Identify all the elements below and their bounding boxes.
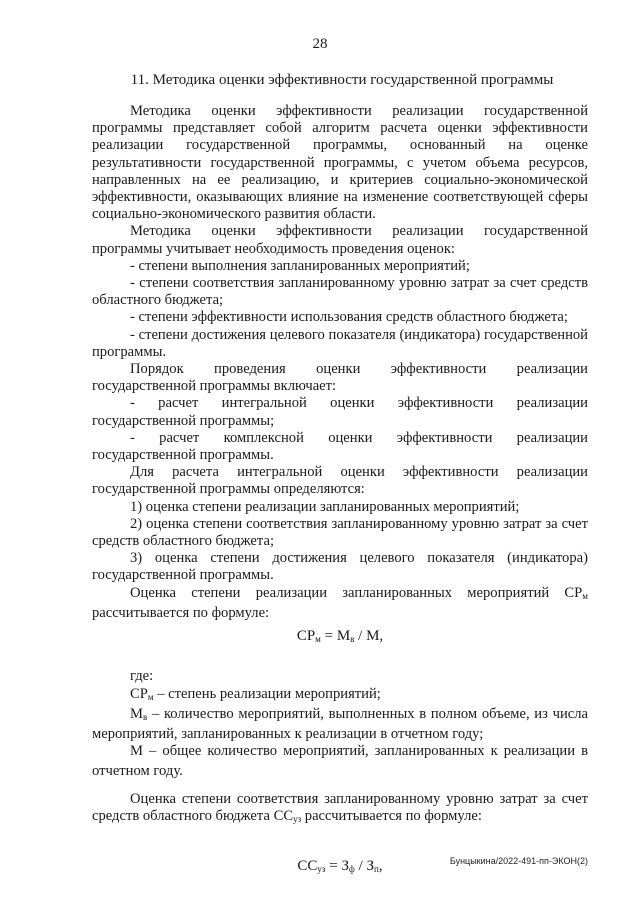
definition: $СР_м$ – степень реализации мероприятий; [130,685,381,702]
formula-intro: Оценка степени реализации запланированных мероприятий $СР_м$ рассчитывается по формуле: [92,584,588,621]
paragraph: Методика оценки эффективности реализации государственной программы представляет собой алгоритм расчета оценки эффективности реализации государственной программы, основанный на оценке результативности государственной программы, с учетом объема ресурсов, направленных на ее реализацию, и критериев социально-экономической эффективности, оказывающих влияние на изменение соответствующей сферы социально-экономического развития области. [92,103,588,223]
list-item: 1) оценка степени реализации запланированных мероприятий; [130,498,520,515]
list-item: - расчет комплексной оценки эффективности реализации государственной программы. [92,429,588,464]
document-body [92,103,588,882]
paragraph: Порядок проведения оценки эффективности реализации государственной программы включает: [92,361,588,395]
list-item: - степени эффективности использования средств областного бюджета; [130,309,568,326]
paragraph: Для расчета интегральной оценки эффективности реализации государственной программы определяются: [92,464,588,498]
section-title: 11. Методика оценки эффективности государственной программы [130,72,554,88]
page-number: 28 [312,36,328,52]
where-label: где: [130,668,154,685]
definition: $М_в$ – количество мероприятий, выполненных в полном объеме, из числа мероприятий, запланированных к реализации в отчетном году; [92,705,588,742]
formula-ss: $СС_{уз} = З_ф / З_п$, [297,857,383,874]
list-item: - расчет интегральной оценки эффективности реализации государственной программы; [92,395,588,429]
list-item: - степени выполнения запланированных мероприятий; [130,257,470,274]
paragraph: Методика оценки эффективности реализации государственной программы учитывает необходимость проведения оценок: [92,223,588,257]
document-code: Бунцыкина/2022-491-пп-ЭКОН(2) [449,856,588,866]
definition: М – общее количество мероприятий, запланированных к реализации в отчетном году. [92,743,588,780]
list-item: - степени соответствия запланированному уровню затрат за счет средств областного бюджета; [92,275,588,309]
formula-sr: $СР_м = М_в / М$, [296,628,384,645]
list-item: - степени достижения целевого показателя (индикатора) государственной программы. [92,326,588,360]
list-item: 3) оценка степени достижения целевого показателя (индикатора) государственной программы. [92,550,588,584]
list-item: 2) оценка степени соответствия запланированному уровню затрат за счет средств областного бюджета; [92,515,588,550]
formula-intro: Оценка степени соответствия запланированному уровню затрат за счет средств областного бюджета $СС_{уз}$ рассчитывается по формуле: [92,790,588,824]
